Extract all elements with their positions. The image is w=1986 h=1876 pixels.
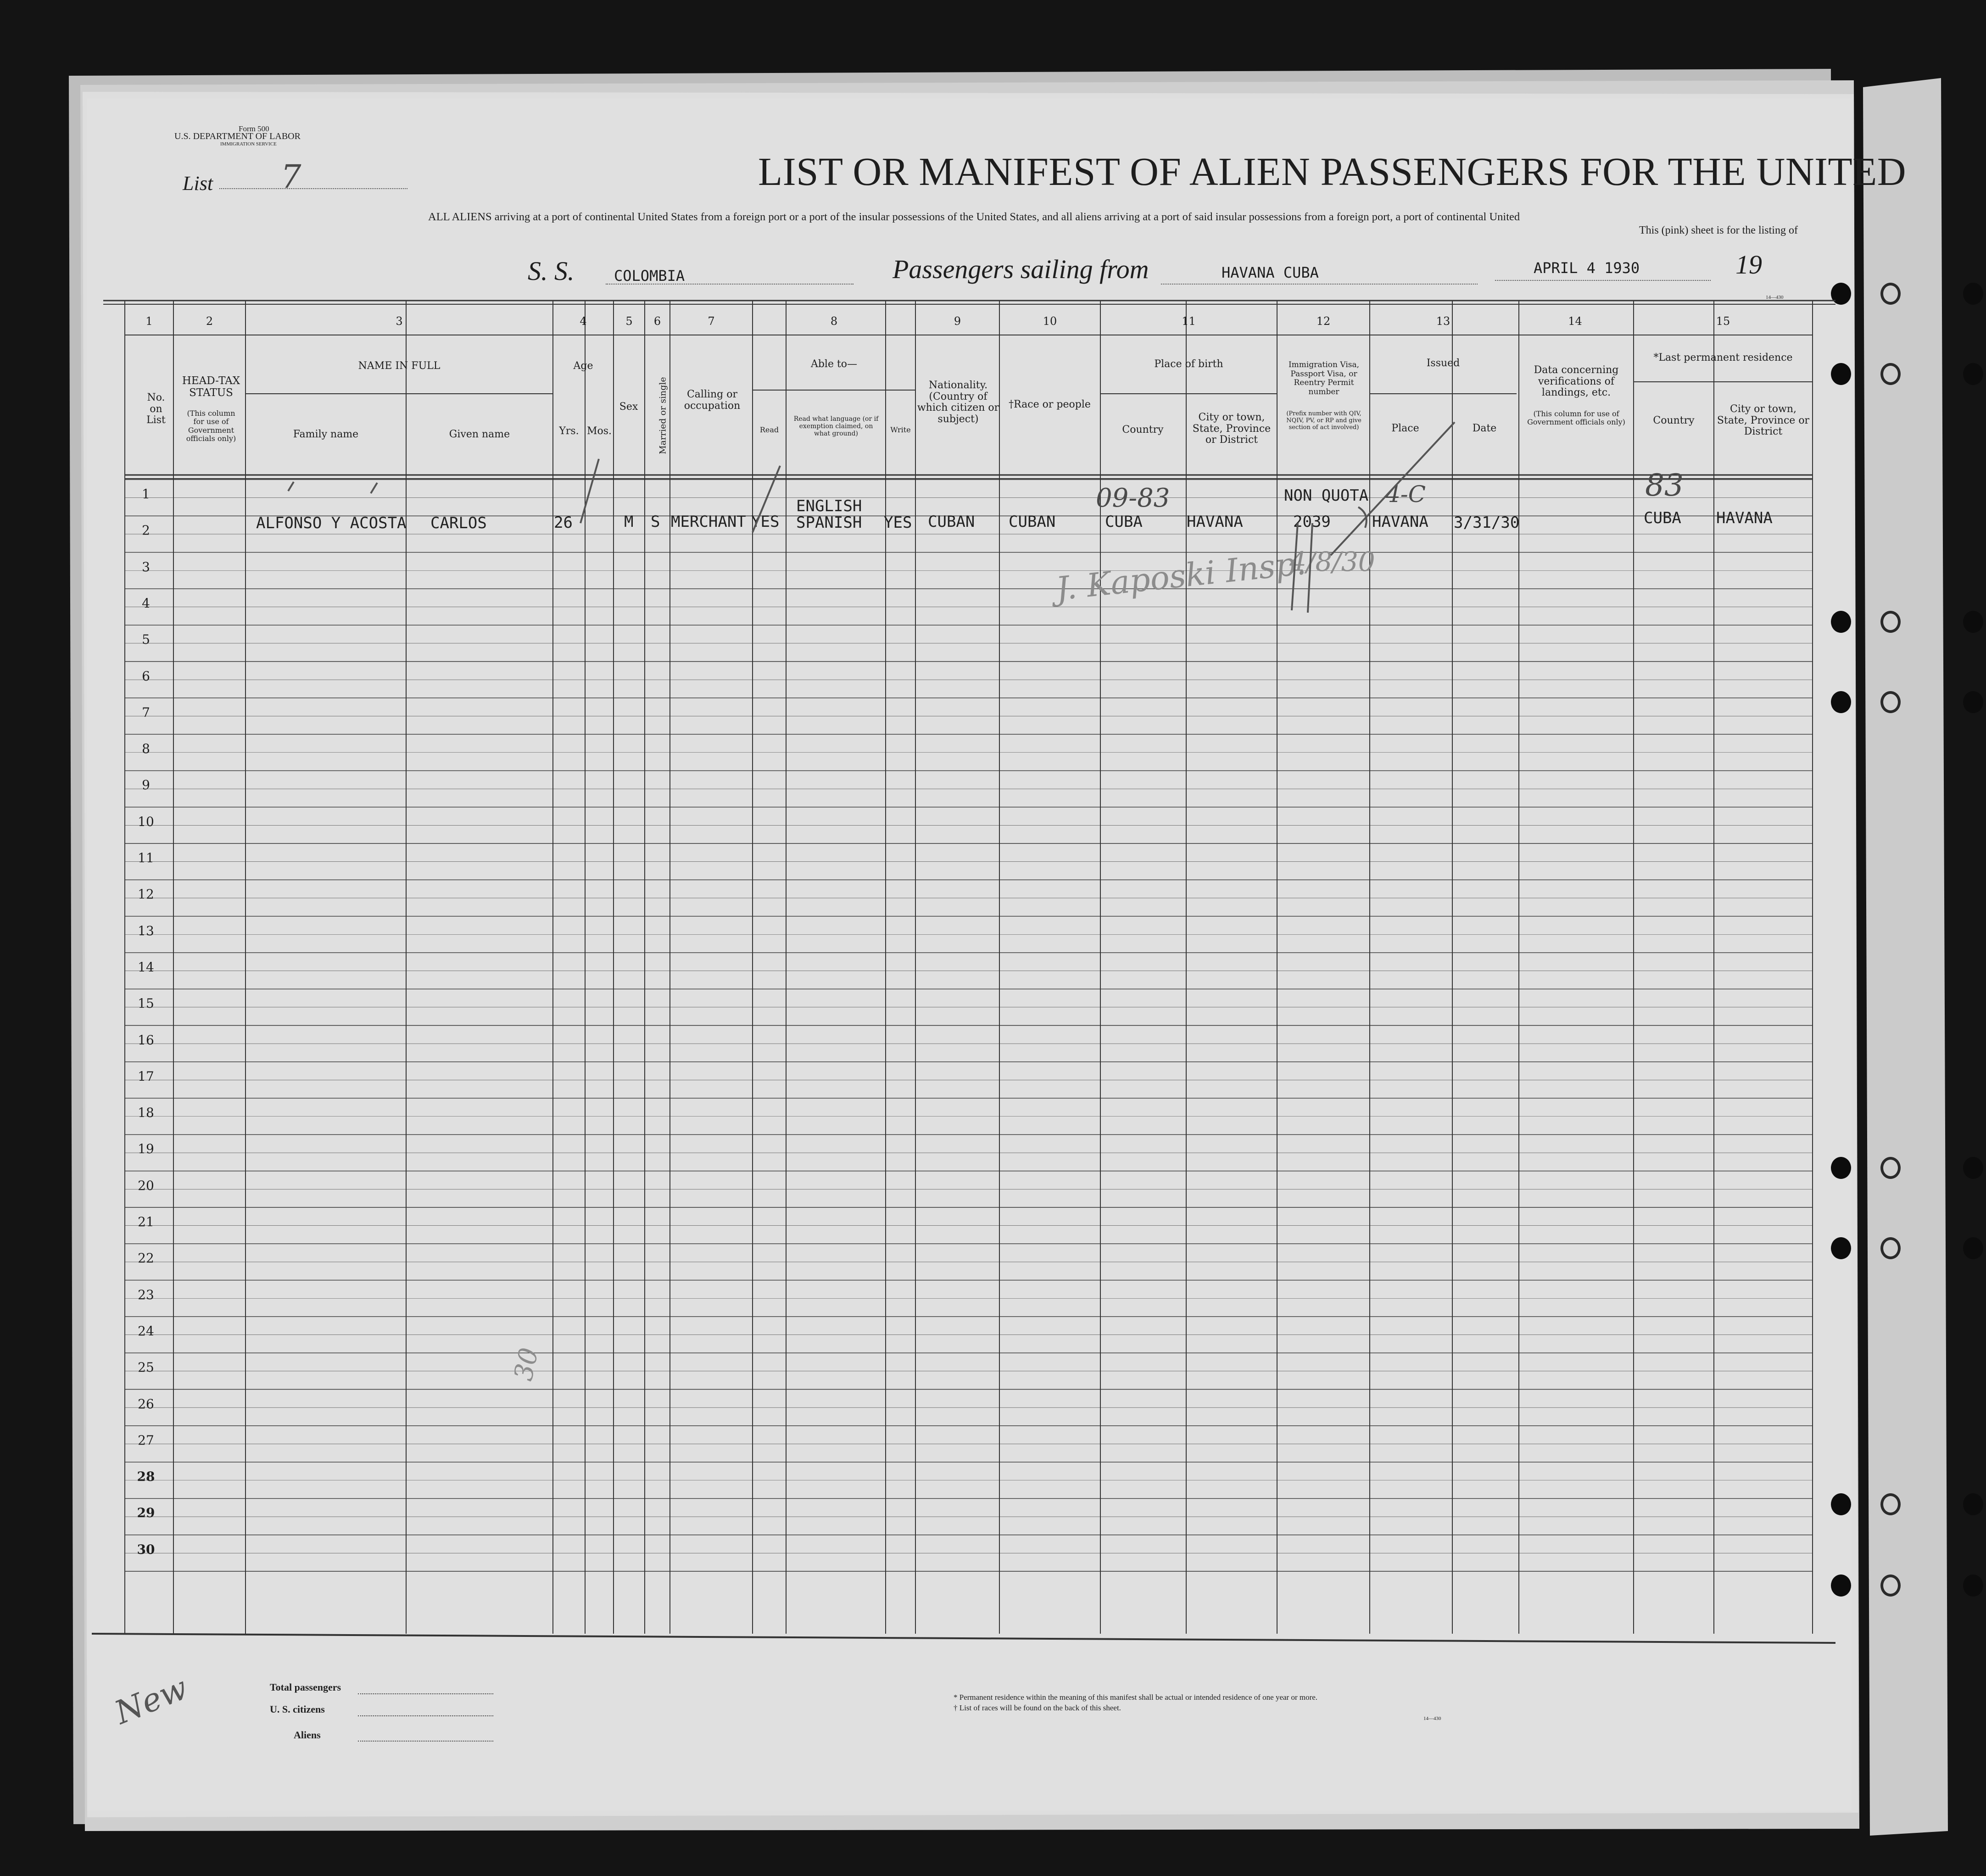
calling-header: Calling or occupation bbox=[684, 389, 741, 412]
res-country-header: Country bbox=[1653, 415, 1695, 426]
name-in-full-header: NAME IN FULL bbox=[358, 360, 441, 372]
footnote-races: † List of races will be found on the back of this sheet. bbox=[954, 1703, 1121, 1712]
yrs-header: Yrs. bbox=[559, 425, 579, 437]
issued-header: Issued bbox=[1426, 357, 1460, 369]
row-number: 13 bbox=[138, 923, 154, 938]
issued-date-header: Date bbox=[1472, 423, 1497, 434]
list-label: List bbox=[183, 172, 213, 195]
sex-header: Sex bbox=[619, 401, 638, 413]
column-number: 2 bbox=[206, 315, 213, 328]
row-number: 9 bbox=[142, 777, 150, 793]
sex-cell: M bbox=[624, 513, 634, 531]
birth-city-cell: HAVANA bbox=[1187, 513, 1243, 531]
aliens-label: Aliens bbox=[294, 1729, 321, 1741]
mos-header: Mos. bbox=[586, 425, 612, 437]
married-header: Married or single bbox=[658, 377, 668, 454]
row-number: 19 bbox=[138, 1141, 154, 1157]
inspector-signature: J. Kaposki Insp. bbox=[1054, 544, 1308, 608]
sailing-date: APRIL 4 1930 bbox=[1534, 259, 1640, 277]
aliens-line bbox=[358, 1741, 493, 1742]
department-label: U.S. DEPARTMENT OF LABOR bbox=[174, 131, 301, 141]
row-number: 17 bbox=[138, 1068, 154, 1084]
us-citizens-line bbox=[358, 1715, 493, 1716]
margin-number-annotation: 30 bbox=[508, 1345, 545, 1384]
row-number: 3 bbox=[142, 559, 150, 575]
read-header: Read bbox=[759, 425, 779, 434]
visa-handwritten-annotation: 4-C bbox=[1386, 481, 1426, 508]
nationality-cell: CUBAN bbox=[928, 513, 975, 531]
sailing-label: Passengers sailing from bbox=[893, 254, 1149, 284]
row-number: 18 bbox=[138, 1105, 154, 1121]
birth-country-cell: CUBA bbox=[1105, 513, 1143, 531]
row-number: 11 bbox=[138, 850, 154, 865]
row-number: 27 bbox=[138, 1432, 154, 1448]
able-to-header: Able to— bbox=[810, 358, 858, 370]
married-cell: S bbox=[651, 513, 660, 531]
head-tax-header: HEAD-TAX STATUS bbox=[182, 375, 240, 399]
inspection-date: 4/8/30 bbox=[1289, 546, 1375, 577]
data-concerning-header: Data concerning verifications of landings, etc. bbox=[1534, 364, 1619, 399]
row-number: 28 bbox=[137, 1469, 155, 1485]
footnote-permanent-residence: * Permanent residence within the meaning of this manifest shall be actual or intended residence of one year or more. bbox=[954, 1693, 1318, 1702]
row-number: 8 bbox=[142, 741, 150, 757]
ship-name: COLOMBIA bbox=[614, 267, 685, 285]
intro-line-1: ALL ALIENS arriving at a port of continental United States from a foreign port or a port of the insular possessions of the United States, and all aliens arriving at a port of said insular possessions from a foreign port, a port of continental United bbox=[428, 211, 1520, 223]
place-of-birth-header: Place of birth bbox=[1154, 358, 1223, 370]
column-number: 1 bbox=[145, 315, 153, 328]
calling-cell: MERCHANT bbox=[671, 513, 746, 531]
row-number: 24 bbox=[138, 1323, 154, 1339]
row-number: 15 bbox=[138, 996, 154, 1011]
age-header: Age bbox=[573, 360, 593, 372]
us-citizens-label: U. S. citizens bbox=[270, 1703, 325, 1715]
last-residence-header: *Last permanent residence bbox=[1653, 352, 1793, 363]
intro-line-2: This (pink) sheet is for the listing of bbox=[1639, 224, 1798, 236]
total-passengers-label: Total passengers bbox=[270, 1681, 341, 1693]
column-number: 9 bbox=[954, 315, 961, 328]
row-number: 20 bbox=[138, 1178, 154, 1193]
write-cell: YES bbox=[884, 514, 912, 532]
given-name-cell: CARLOS bbox=[430, 514, 487, 532]
row-number: 30 bbox=[137, 1541, 155, 1557]
row-number: 22 bbox=[138, 1251, 154, 1266]
birth-country-header: Country bbox=[1122, 424, 1164, 436]
row-number: 5 bbox=[142, 632, 150, 648]
res-country-cell: CUBA bbox=[1644, 509, 1681, 527]
data-concerning-note: (This column for use of Government officials only) bbox=[1527, 409, 1625, 427]
row-number: 16 bbox=[138, 1032, 154, 1048]
visa-line-2-cell: 2039 bbox=[1293, 513, 1331, 531]
row-number: 10 bbox=[138, 814, 154, 829]
row-number: 6 bbox=[142, 668, 150, 684]
row-number: 25 bbox=[138, 1360, 154, 1375]
row-number: 23 bbox=[138, 1287, 154, 1302]
issued-date-cell: 3/31/30 bbox=[1454, 514, 1520, 532]
column-number: 3 bbox=[396, 315, 403, 328]
form-code-top: 14—430 bbox=[1766, 295, 1784, 300]
read-cell: YES bbox=[751, 513, 780, 531]
form-title: LIST OR MANIFEST OF ALIEN PASSENGERS FOR THE UNITED bbox=[758, 149, 1907, 194]
nationality-header: Nationality. (Country of which citizen or subject) bbox=[917, 380, 999, 425]
row-number: 2 bbox=[142, 523, 150, 538]
head-tax-note: (This column for use of Government officials only) bbox=[186, 409, 236, 443]
race-header: †Race or people bbox=[1009, 399, 1091, 410]
column-number: 7 bbox=[708, 315, 715, 328]
race-cell: CUBAN bbox=[1009, 513, 1056, 531]
res-city-header: City or town, State, Province or District bbox=[1717, 403, 1810, 438]
write-header: Write bbox=[890, 425, 911, 434]
language-1-cell: ENGLISH bbox=[796, 497, 862, 515]
birth-code-annotation: 09-83 bbox=[1096, 483, 1170, 513]
column-number: 13 bbox=[1436, 315, 1450, 328]
row-number: 26 bbox=[138, 1396, 154, 1412]
column-number: 5 bbox=[625, 315, 633, 328]
row-number: 7 bbox=[142, 704, 150, 720]
row-number: 12 bbox=[138, 887, 154, 902]
footer-form-code: 14—430 bbox=[1423, 1716, 1441, 1721]
row-number: 21 bbox=[138, 1214, 154, 1229]
departure-port: HAVANA CUBA bbox=[1222, 264, 1319, 281]
birth-city-header: City or town, State, Province or District bbox=[1192, 412, 1271, 446]
language-2-cell: SPANISH bbox=[796, 514, 862, 532]
service-label: IMMIGRATION SERVICE bbox=[220, 141, 277, 147]
column-number: 15 bbox=[1716, 315, 1730, 328]
column-number: 10 bbox=[1043, 315, 1057, 328]
visa-header: Immigration Visa, Passport Visa, or Reentry Permit number bbox=[1288, 360, 1360, 396]
column-number: 12 bbox=[1316, 315, 1331, 328]
issued-place-header: Place bbox=[1391, 423, 1419, 434]
no-on-list-header: No. on List bbox=[146, 392, 166, 426]
row-number: 14 bbox=[138, 959, 154, 975]
column-number: 6 bbox=[653, 315, 661, 328]
row-number: 29 bbox=[137, 1505, 155, 1521]
age-years-cell: 26 bbox=[554, 514, 573, 532]
family-name-cell: ALFONSO Y ACOSTA bbox=[256, 514, 407, 532]
list-number: 7 bbox=[281, 158, 301, 195]
residence-code-annotation: 83 bbox=[1645, 468, 1684, 503]
given-name-header: Given name bbox=[449, 429, 510, 440]
year-prefix: 19 bbox=[1735, 250, 1762, 279]
margin-note-annotation: New bbox=[109, 1669, 193, 1732]
total-passengers-line bbox=[358, 1693, 493, 1694]
column-number: 14 bbox=[1568, 315, 1582, 328]
visa-note: (Prefix number with QIV, NQIV, PV, or RP and give section of act involved) bbox=[1286, 410, 1361, 431]
family-name-header: Family name bbox=[293, 429, 359, 440]
visa-line-1-cell: NON QUOTA bbox=[1284, 486, 1369, 505]
res-city-cell: HAVANA bbox=[1716, 509, 1773, 527]
column-number: 8 bbox=[830, 315, 838, 328]
issued-place-cell: HAVANA bbox=[1372, 513, 1428, 531]
column-number: 11 bbox=[1182, 315, 1196, 328]
form-number: Form 500 bbox=[239, 124, 269, 133]
column-number: 4 bbox=[580, 315, 587, 328]
ss-label: S. S. bbox=[528, 256, 575, 286]
row-number: 4 bbox=[142, 595, 150, 611]
read-language-header: Read what language (or if exemption claimed, on what ground) bbox=[793, 415, 879, 438]
row-number: 1 bbox=[142, 486, 150, 502]
